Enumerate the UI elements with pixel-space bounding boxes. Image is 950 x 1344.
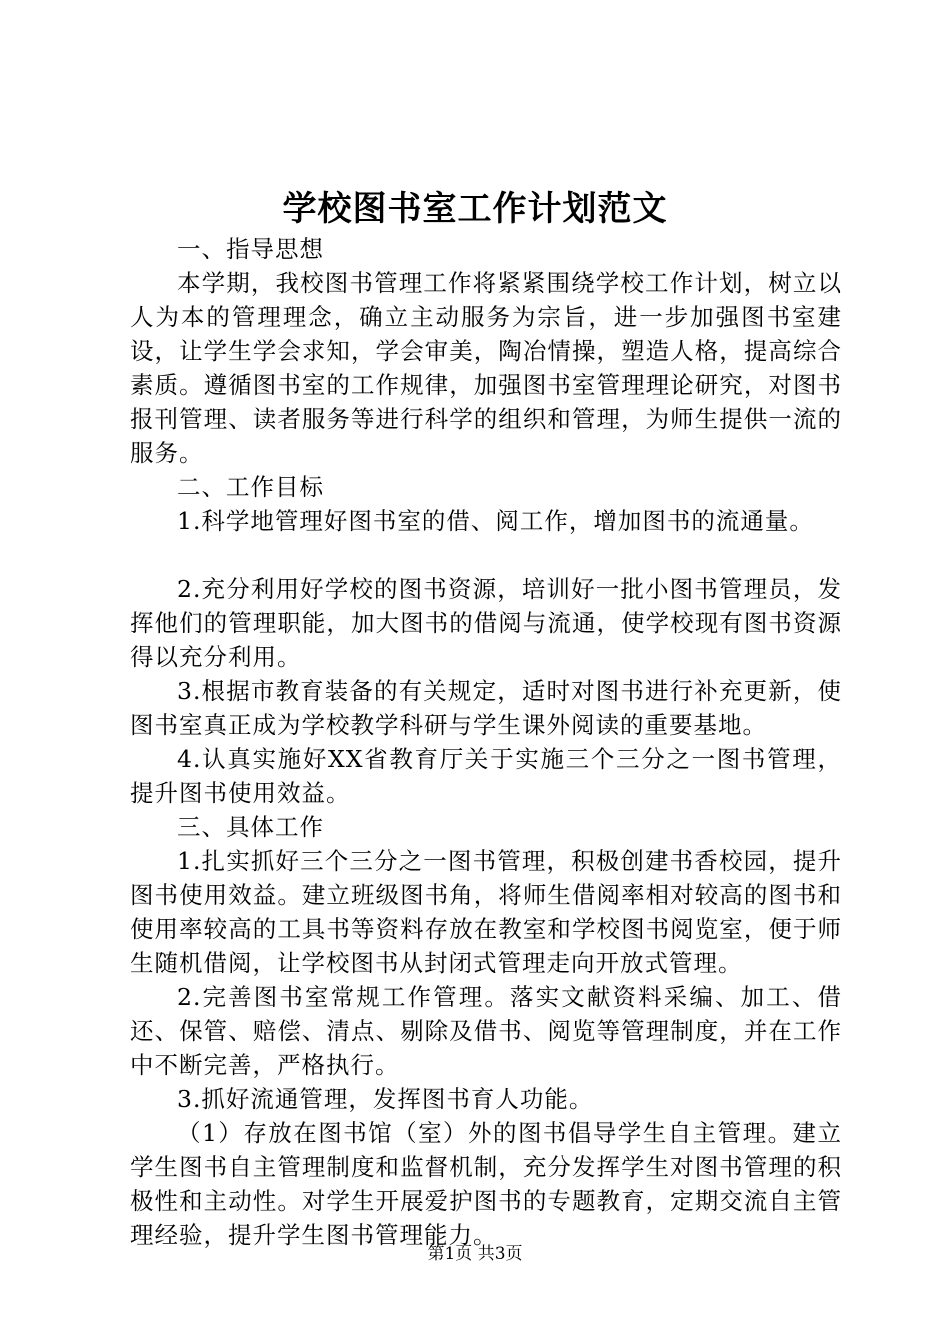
section-heading: 三、具体工作 <box>177 813 324 841</box>
paragraph: （1）存放在图书馆（室）外的图书倡导学生自主管理。建立学生图书自主管理制度和监督机制，充分发挥学生对图书管理的积极性和主动性。对学生开展爱护图书的专题教育，定期交流自主管理经验，提升学生图书管理能力。 <box>130 1119 842 1249</box>
document-title: 学校图书室工作计划范文 <box>282 189 668 229</box>
paragraph: 1.扎实抓好三个三分之一图书管理，积极创建书香校园，提升图书使用效益。建立班级图书角，将师生借阅率相对较高的图书和使用率较高的工具书等资料存放在教室和学校图书阅览室，便于师生随机借阅，让学校图书从封闭式管理走向开放式管理。 <box>130 847 842 977</box>
section-heading: 一、指导思想 <box>177 235 324 263</box>
page-footer: 第1页 共3页 <box>427 1244 523 1264</box>
paragraph: 1.科学地管理好图书室的借、阅工作，增加图书的流通量。 <box>177 507 814 535</box>
paragraph: 本学期，我校图书管理工作将紧紧围绕学校工作计划，树立以人为本的管理理念，确立主动服务为宗旨，进一步加强图书室建设，让学生学会求知，学会审美，陶冶情操，塑造人格，提高综合素质。遵循图书室的工作规律，加强图书室管理理论研究，对图书报刊管理、读者服务等进行科学的组织和管理，为师生提供一流的服务。 <box>130 269 842 467</box>
paragraph: 4.认真实施好XX省教育厅关于实施三个三分之一图书管理，提升图书使用效益。 <box>130 745 842 807</box>
paragraph: 2.完善图书室常规工作管理。落实文献资料采编、加工、借还、保管、赔偿、清点、剔除及借书、阅览等管理制度，并在工作中不断完善，严格执行。 <box>130 983 842 1079</box>
paragraph: 2.充分利用好学校的图书资源，培训好一批小图书管理员，发挥他们的管理职能，加大图书的借阅与流通，使学校现有图书资源得以充分利用。 <box>130 575 842 671</box>
document-body <box>130 232 842 1252</box>
paragraph: 3.根据市教育装备的有关规定，适时对图书进行补充更新，使图书室真正成为学校教学科研与学生课外阅读的重要基地。 <box>130 677 842 739</box>
section-heading: 二、工作目标 <box>177 473 324 501</box>
paragraph: 3.抓好流通管理，发挥图书育人功能。 <box>177 1085 594 1113</box>
